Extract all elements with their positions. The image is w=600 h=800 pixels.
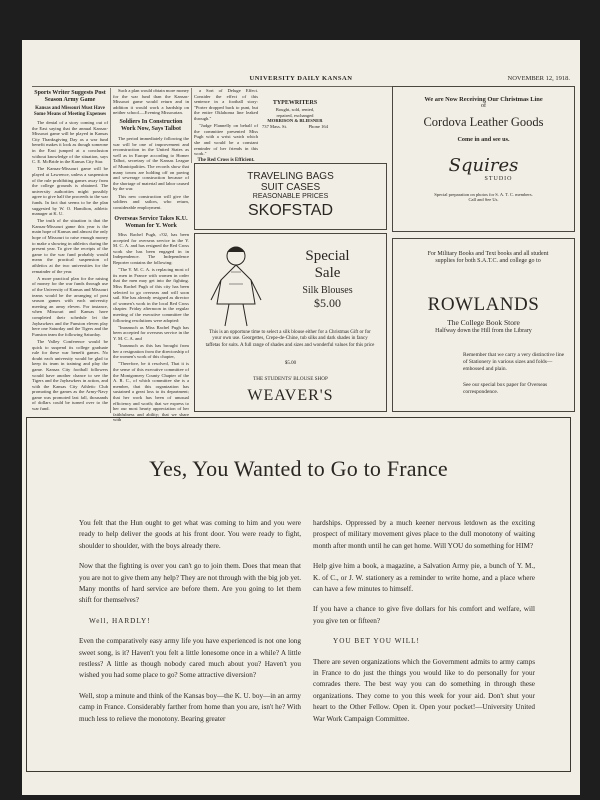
paragraph: Now that the fighting is over you can't go to join them. Does that mean that you are not to give them any help? They are not through with the big job yet. Many months of hard service are before them. Are you going to let them shift for themselves? (79, 562, 301, 605)
rowlands-note1: Remember that we carry a very distinctive line of Stationery in various sizes and folds—embossed and plain. (463, 352, 565, 372)
headline-sports: Sports Writer Suggests Post Season Army Game (34, 90, 106, 103)
paragraph: "Therefore, be it resolved, That it is the sense of this executive committee of the Montgomery County Chapter of the A. R. C., of which committee she is a member, that this organization has sustained a great loss to its department; that her work has been of unusual efficiency and worth; that we express to her our most hearty appreciation of her faithfulness and ability; that we share with (113, 361, 189, 423)
studio-note1: Special preparation on photos for S. A. T. C. members. (434, 192, 533, 197)
weaver-price: $5.00 (314, 296, 341, 310)
paragraph: The Kansas-Missouri game will be played at Lawrence, unless a suspension of the rule prohibiting games away from the college grounds is obtained. The university authorities might possibly agree to give half the proceeds to the war funds. In fact that seems to be the plan suggested by W. O. Hamilton, athletic manager at K. U. (32, 166, 108, 217)
paragraph: "Inasmuch as Miss Rachel Pugh has been accepted for overseas service in the Y. M. C. A. and (113, 324, 189, 341)
paragraph: A more practical plan for the raising of money for the war funds through use of the University of Kansas and Missouri teams would be the arranging of post season games with each university meeting an army eleven. For instance, when Missouri and Kansas have completed their schedule let the Jayhawkers and the Funston eleven play here one Saturday and the Tigers and the Funston team the following Saturday. (32, 275, 108, 337)
paragraph: a Sort of Deluge Effect. Consider the effect of this sentence in a football story: "Porter dropped back to punt, but the entire Oklahoma line leaked through." (194, 88, 258, 121)
typewriters-line: repaired, exchanged (276, 112, 314, 118)
paragraph: hardships. Oppressed by a much keener nervous letdown as the exciting prospect of military movement gives place to the dull monotony of waiting month after month until he can get home. Will YOU do something for HIM? (313, 519, 535, 550)
paragraph: Miss Rachel Pugh, c'02, has been accepted for overseas service in the Y. M. C. A. and has resigned the Red Cross work she has been engaged in in Independence. The Independence Reporter contains the following: (113, 232, 189, 265)
weaver-sale: Sale (314, 265, 341, 281)
column-sports (32, 90, 108, 412)
ad-rowlands (392, 238, 575, 412)
ad-cordova (392, 86, 575, 232)
cordova-line2: of (481, 103, 486, 109)
studio-logo: Squires (448, 155, 519, 176)
rowlands-top: For Military Books and Text books and all student supplies for both S.A.T.C. and college go to (427, 251, 549, 265)
skofstad-line3: REASONABLE PRICES (252, 193, 329, 200)
headline-overseas: Overseas Service Takes K.U. Woman for Y. Work (114, 216, 188, 229)
france-title: Yes, You Wanted to Go to France (149, 456, 448, 481)
paragraph: Well, stop a minute and think of the Kansas boy—the K. U. boy—in an army camp in France. Considerably farther from home than you are, isn't he? With much less to relieve the monotony. Bearing greater (79, 691, 301, 723)
studio-label: STUDIO (484, 176, 513, 182)
column-overseas (113, 214, 189, 423)
column-rule (191, 88, 192, 163)
skofstad-line2: SUIT CASES (260, 182, 321, 193)
paragraph: The period immediately following the war will be one of improvement and reconstruction in the United States as well as in Europe according to Homer Talbot, secretary of the Kansas League of Municipalities. The records show that many towns are holding off on paving and sewerage construction because of the shortage of material and labor caused by the war. (113, 135, 189, 192)
weaver-shop: THE STUDENTS' BLOUSE SHOP (253, 376, 328, 382)
paragraph: Help give him a book, a magazine, a Salvation Army pie, a bunch of Y. M., K. of C., or J. W. stationery as a reminder to write home, and a place where can have a few minutes to himself. (313, 562, 535, 594)
paragraph: "Judge Flannelly on behalf of the committee presented Miss Pugh with a wrist watch which she and would be a constant reminder of her friends in this work." (194, 123, 258, 157)
paragraph: "Inasmuch as this has brought from her a resignation from the directorship of the women's work of this chapter, (113, 343, 189, 360)
studio-note2: Call and See Us. (468, 197, 499, 202)
rowlands-sub: The College Book Store (447, 318, 520, 327)
paragraph: Well, HARDLY! (89, 616, 151, 625)
rowlands-name: ROWLANDS (427, 294, 540, 315)
paragraph: You felt that the Hun ought to get what was coming to him and you were ready to help deliver the goods at his front door. You were ready to fight, shoulder to shoulder, with the boys already there. (79, 519, 301, 550)
cordova-name: Cordova Leather Goods (423, 115, 544, 129)
masthead-date: NOVEMBER 12, 1918. (507, 75, 570, 82)
ad-skofstad (194, 163, 387, 230)
weaver-body: This is an opportune time to select a silk blouse either for a Christmas Gift or for your own use. Georgettes, Crepe-de-Chine, tub silks and dark shades in fancy taffetas for suits. A full range of shades and sizes and wonderful values for this price (205, 330, 375, 348)
paragraph: If you have a chance to give five dollars for his comfort and welfare, will you give ten or fifteen? (313, 605, 535, 625)
paragraph: Such a plan would obtain more money for the war fund than the Kansas-Missouri game would return and in addition it would work a hardship on neither school.—Evening Missourian. (113, 88, 189, 116)
weaver-name: WEAVER'S (247, 387, 334, 404)
typewriters-phone: Phone 164 (308, 123, 328, 129)
column-misc (194, 88, 258, 162)
blouse-illustration (207, 242, 265, 327)
paragraph: The truth of the situation is that the Kansas-Missouri game this year is the main hope of Kansas and almost the only hope of Missouri to raise enough money to make a showing in athletics during the present year. To give the receipts of the game to the war fund probably would mean the practical suspension of athletics at the two universities for the remainder of the year. (32, 218, 108, 274)
typewriters-address: 737 Mass. St. (262, 123, 288, 129)
subhead-sports: Kansas and Missouri Must Have Some Means of Meeting Expenses (33, 106, 107, 117)
headline-soldiers: Soldiers In Construction Work Now, Says Talbot (119, 118, 183, 132)
rowlands-location: Halfway down the Hill from the Library (435, 328, 532, 334)
paragraph: There are seven organizations which the Government admits to army camps in France to do just the things you would like to do personally for your comrades there. The best way you can do something in through these organizations. They come to you this week for your aid. Don't shut your heart to the Other Fellow. Open it. Open your pocket!—University United War Work Campaign Committee. (313, 657, 535, 723)
ad-weavers (194, 233, 387, 412)
paragraph: The denial of a story coming out of the East saying that the annual Kansas-Missouri game will be played in Kansas City Thanksgiving Day as a war fund benefit makes it look as though someone in the East jumped at a conclusion without knowledge of the situation, says C. E. McBride in the Kansas City Star. (32, 120, 108, 165)
cordova-line3: Come in and see us. (457, 136, 510, 143)
typewriters-line: Bought, sold, rented, (275, 107, 315, 112)
typewriters-title: TYPEWRITERS (272, 100, 318, 106)
ad-france (26, 417, 571, 772)
cordova-line1: We are Now Receiving Our Christmas Line (424, 96, 543, 103)
skofstad-line1: TRAVELING BAGS (247, 171, 334, 182)
france-left-column (79, 518, 301, 734)
skofstad-name: SKOFSTAD (247, 202, 334, 219)
paragraph: The Red Cross is Efficient. (197, 158, 255, 164)
weaver-special: Special (305, 248, 350, 264)
paragraph: This new construction will give the soldiers and sailors, who return, considerable employment. (113, 193, 189, 210)
ad-typewriters (262, 100, 328, 162)
rowlands-note2: See our special box paper for Overseas correspondence. (463, 382, 548, 395)
france-right-column (313, 518, 535, 734)
weaver-blouses: Silk Blouses (302, 285, 353, 296)
paragraph: Even the comparatively easy army life you have experienced is not one long sweet song, is it? Haven't you felt a little lonesome once in a while? A little restless? A little as though nobody cared much about you? Haven't you wished you had some place to go? Some attractive diversion? (79, 637, 301, 680)
column-rule (110, 88, 111, 413)
paragraph: "The Y. M. C. A. is replacing most of its men in France with women in order that the men may get into the fighting. Miss Rachel Pugh of this city has been selected to go overseas and will soon sail. She has already resigned as director of women's work in the local Red Cross chapter. Friday afternoon in the regular meeting of the executive committee the following resolutions were adopted: (113, 267, 189, 323)
masthead-title: UNIVERSITY DAILY KANSAN (249, 75, 353, 82)
weaver-price2: $5.00 (284, 361, 297, 366)
paragraph: YOU BET YOU WILL! (333, 637, 420, 646)
typewriters-line: MORRISON & BLIESNER (267, 118, 323, 124)
column-soldiers (113, 88, 189, 213)
paragraph: The Valley Conference would be quick to suspend its college graduate rule for these war benefit games. No doubt each university would be glad to keep its team in training and play the game. Kansas City football followers would have another chance to see the Tigers and the Jayhawkers in action, and with the Kansas City Athletic Club promoting the games as the Army-Navy game was promoted last fall, thousands of dollars could be turned over to the war fund. (32, 338, 108, 412)
